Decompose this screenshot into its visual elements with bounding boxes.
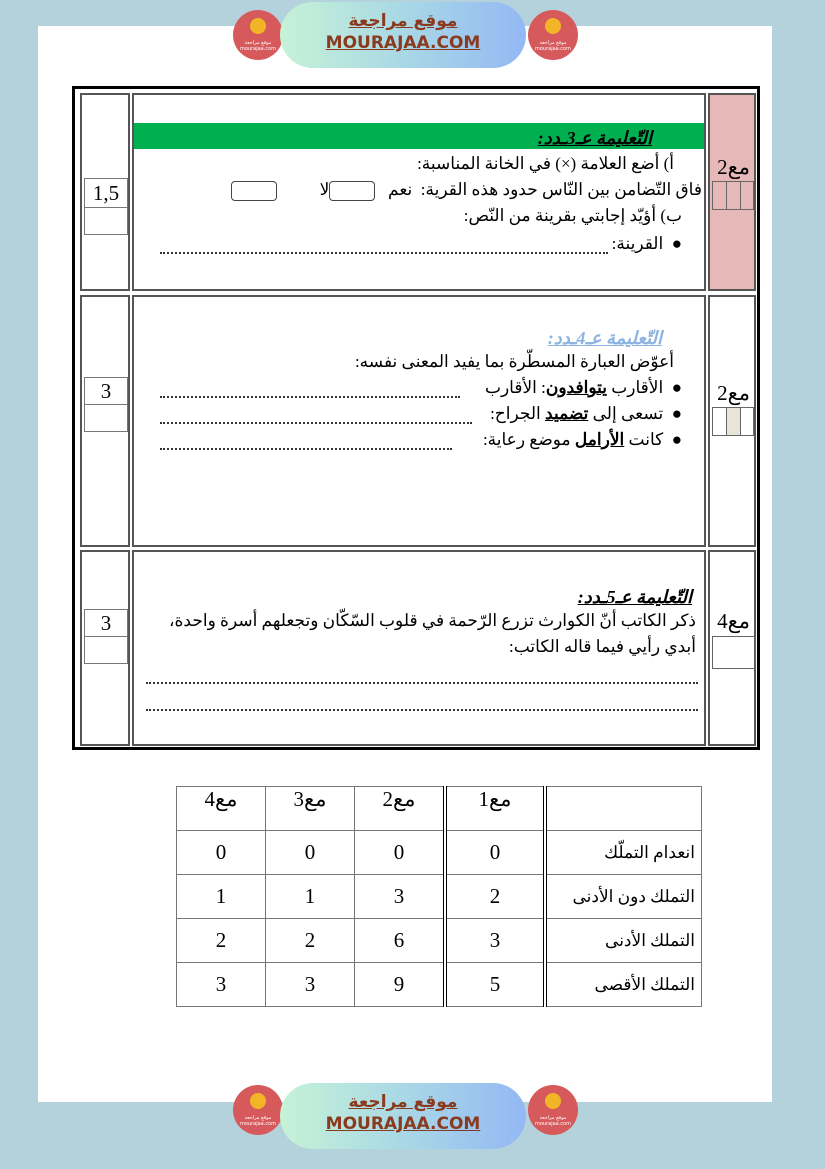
header-criterion-4: مع4 <box>177 787 266 831</box>
checkbox-no[interactable] <box>231 181 277 201</box>
statement-row: فاق التّضامن بين النّاس حدود هذه القرية: نعم لا <box>231 179 702 201</box>
mark-box[interactable] <box>740 181 754 210</box>
score-cell-q3 <box>80 93 130 291</box>
prompt-line-1: ذكر الكاتب أنّ الكوارث تزرع الرّحمة في قلوب السّكّان وتجعلهم أسرة واحدة، <box>169 611 696 630</box>
mark-box[interactable] <box>712 407 727 436</box>
question-title: التّعليمة عـ3ـدد: <box>537 128 652 148</box>
banner-title-english: MOURAJAA.COM <box>325 33 481 53</box>
score-value: 3 <box>84 377 128 405</box>
logo-badge-right: موقع مراجعة mourajaa.com <box>528 10 578 60</box>
question-title: التّعليمة عـ4ـدد: <box>547 328 662 348</box>
mark-box[interactable] <box>726 181 741 210</box>
question-cell-q5 <box>132 550 706 746</box>
score-blank[interactable] <box>84 636 128 664</box>
score-value: 3 <box>84 609 128 637</box>
answer-line-1[interactable] <box>146 682 698 684</box>
exam-table <box>72 86 760 750</box>
table-row: التملك دون الأدنى 2 3 1 1 <box>177 875 702 919</box>
header-criterion-3: مع3 <box>266 787 355 831</box>
mark-box[interactable] <box>740 407 754 436</box>
criterion-cell-q4 <box>708 295 756 547</box>
mark-box[interactable] <box>712 636 756 669</box>
bullet-icon: ● <box>663 234 682 253</box>
instruction: أعوّض العبارة المسطّرة بما يفيد المعنى نفسه: <box>354 352 674 371</box>
mark-box[interactable] <box>726 407 741 436</box>
bullet-icon: ● <box>663 430 682 449</box>
banner-title-english: MOURAJAA.COM <box>325 1114 481 1134</box>
prompt-line-2: أبدي رأيي فيما قاله الكاتب: <box>509 637 696 656</box>
bullet-icon: ● <box>663 404 682 423</box>
mark-box[interactable] <box>712 181 727 210</box>
question-cell-q4 <box>132 295 706 547</box>
logo-badge-right-bottom: موقع مراجعة mourajaa.com <box>528 1085 578 1135</box>
header-blank <box>545 787 702 831</box>
answer-line-1[interactable] <box>160 396 460 398</box>
part-a-instruction: أ) أضع العلامة (×) في الخانة المناسبة: <box>417 154 674 173</box>
criterion-label: مع2 <box>717 381 750 405</box>
option-yes-label: نعم <box>388 180 413 199</box>
table-row: التملك الأقصى 5 9 3 3 <box>177 963 702 1007</box>
logo-badge-left-bottom: موقع مراجعة mourajaa.com <box>233 1085 283 1135</box>
book-icon <box>545 18 561 34</box>
book-icon <box>250 1093 266 1109</box>
replace-item-1: ● الأقارب يتوافدون: الأقارب <box>484 378 682 397</box>
replace-item-2: ● تسعى إلى تضميد الجراح: <box>490 404 682 423</box>
score-value: 1,5 <box>84 178 128 208</box>
replace-item-3: ● كانت الأرامل موضع رعاية: <box>482 430 682 449</box>
checkbox-yes[interactable] <box>329 181 375 201</box>
answer-line-3[interactable] <box>160 448 452 450</box>
question-title: التّعليمة عـ5ـدد: <box>577 587 692 607</box>
score-cell-q4 <box>80 295 130 547</box>
header-criterion-1: مع1 <box>445 787 545 831</box>
bullet-icon: ● <box>663 378 682 397</box>
header-criterion-2: مع2 <box>355 787 446 831</box>
grading-table <box>176 786 702 1007</box>
book-icon <box>545 1093 561 1109</box>
answer-line-2[interactable] <box>146 709 698 711</box>
criterion-label: مع2 <box>717 155 750 179</box>
criterion-label: مع4 <box>717 609 750 633</box>
evidence-item: ● القرينة: <box>611 234 682 253</box>
logo-badge-left: موقع مراجعة mourajaa.com <box>233 10 283 60</box>
table-row: التملك الأدنى 3 6 2 2 <box>177 919 702 963</box>
banner-title-arabic: موقع مراجعة <box>348 11 458 31</box>
answer-line-2[interactable] <box>160 422 472 424</box>
banner-title-arabic: موقع مراجعة <box>348 1092 458 1112</box>
option-no-label: لا <box>319 180 330 199</box>
site-banner-top[interactable] <box>280 2 526 68</box>
score-blank[interactable] <box>84 404 128 432</box>
criterion-cell-q3 <box>708 93 756 291</box>
score-cell-q5 <box>80 550 130 746</box>
site-banner-bottom[interactable] <box>280 1083 526 1149</box>
part-b-instruction: ب) أؤيّد إجابتي بقرينة من النّص: <box>463 206 682 225</box>
question-cell-q3 <box>132 93 706 291</box>
answer-line[interactable] <box>160 252 608 254</box>
table-row: انعدام التملّك 0 0 0 0 <box>177 831 702 875</box>
book-icon <box>250 18 266 34</box>
table-header-row <box>177 787 702 831</box>
score-blank[interactable] <box>84 207 128 235</box>
criterion-cell-q5 <box>708 550 756 746</box>
